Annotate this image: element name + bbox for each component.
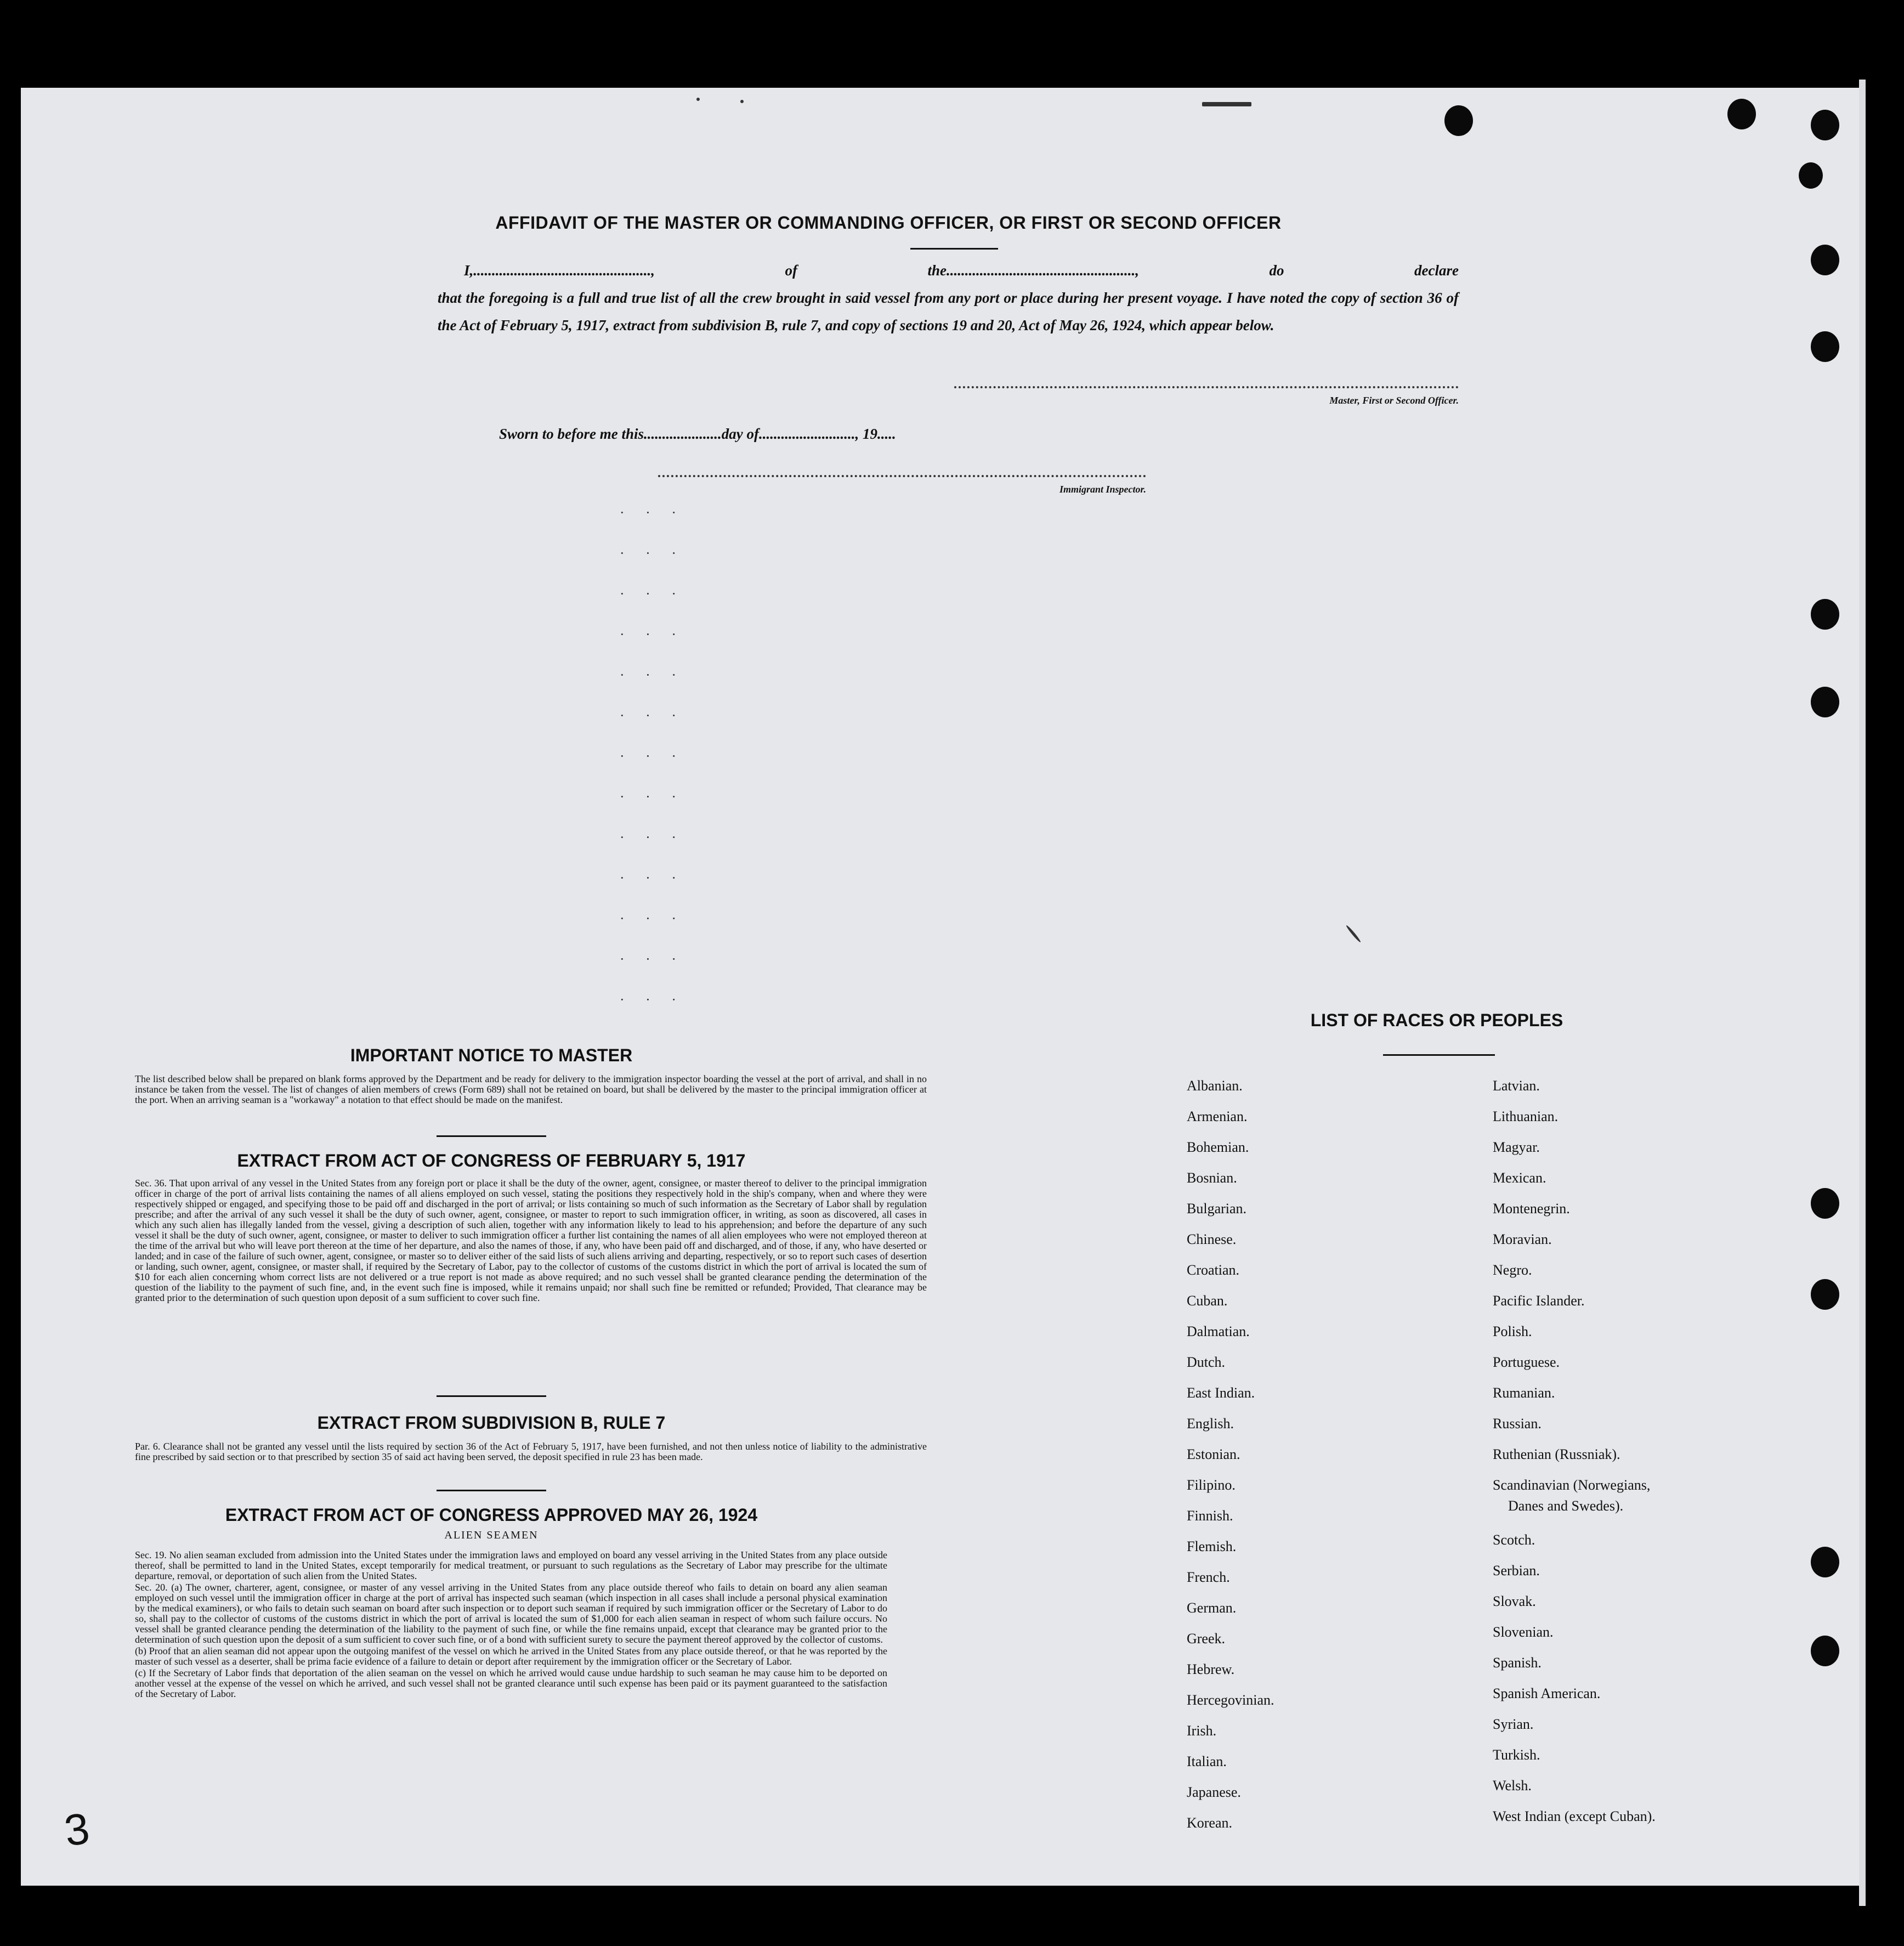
race-item: Japanese. [1187,1784,1241,1800]
race-item: Armenian. [1187,1108,1248,1124]
race-item: Bosnian. [1187,1170,1237,1186]
race-item: Rumanian. [1493,1385,1555,1401]
race-item: Syrian. [1493,1716,1534,1732]
act-1917-title: EXTRACT FROM ACT OF CONGRESS OF FEBRUARY 5, 1917 [237,1151,746,1170]
race-item: Portuguese. [1493,1354,1560,1370]
races-left-column [1187,1076,1274,1844]
act-1924-sections [95,1550,887,1699]
race-item: Flemish. [1187,1538,1237,1554]
speck [1202,102,1251,106]
race-item: Pacific Islander. [1493,1293,1585,1309]
race-item: English. [1187,1416,1234,1432]
signature-caption: Master, First or Second Officer. [1329,395,1459,406]
punch-hole [1811,599,1839,630]
rule7-title: EXTRACT FROM SUBDIVISION B, RULE 7 [317,1413,666,1433]
sec20c-text: (c) If the Secretary of Labor finds that deportation of the alien seaman on the vessel on which he arrived would cause undue hardship to such seaman he may cause him to be deported on another vessel at the expense of the vessel on which he arrived, and such vessel shall not be granted clearance until such expense has been paid or its payment guaranteed to the satisfaction of the Secretary of Labor. [135,1667,887,1699]
divider [1383,1054,1495,1056]
race-item: German. [1187,1600,1237,1616]
punch-hole [1811,110,1839,140]
race-item: Magyar. [1493,1139,1540,1155]
race-item: Latvian. [1493,1078,1540,1094]
affidavit-statement: that the foregoing is a full and true list of all the crew brought in said vessel from any port or place during her present voyage. I have noted the copy of section 36 of the Act of February 5, 1917, extract from subdivision B, rule 7, and copy of sections 19 and 20, Act of May 26, 1924, which appear below. [438,290,1459,333]
race-item: West Indian (except Cuban). [1493,1808,1656,1824]
race-item: Greek. [1187,1631,1226,1647]
punch-hole [1811,331,1839,362]
act-1924-title: EXTRACT FROM ACT OF CONGRESS APPROVED MAY 26, 1924 [225,1505,758,1525]
inspector-caption: Immigrant Inspector. [1059,484,1146,495]
punch-hole [1811,1188,1839,1219]
punch-hole [1811,687,1839,717]
race-item: Turkish. [1493,1747,1540,1763]
race-item: Irish. [1187,1723,1217,1739]
race-item: Lithuanian. [1493,1108,1559,1124]
handwritten-page-number: 3 [61,1803,93,1856]
punch-hole [1811,1636,1839,1666]
divider [437,1135,546,1137]
race-item: Negro. [1493,1262,1532,1278]
race-item: Russian. [1493,1416,1542,1432]
race-item: Estonian. [1187,1446,1240,1462]
rule7-text: Par. 6. Clearance shall not be granted any vessel until the lists required by section 36 of the Act of February 5, 1917, have been furnished, and not then unless notice of liability to the administrative fine prescribed by said section or to that prescribed by section 35 of said act having been served, the deposit specified in rule 23 has been made. [135,1441,927,1462]
inspector-signature-line [658,473,1146,477]
act-1924-subtitle: ALIEN SEAMEN [444,1529,539,1541]
race-item [1493,1475,1656,1530]
race-item: Hercegovinian. [1187,1692,1274,1708]
race-item-line: Scandinavian (Norwegians, [1493,1477,1651,1493]
faint-dots: · · · · · · · · · · · · · · · · · · · · · · · · · · · · · · · · · · · · · · · [620,505,685,1008]
race-item: Moravian. [1493,1231,1552,1247]
sec20b-text: (b) Proof that an alien seaman did not appear upon the outgoing manifest of the vessel on which he arrived in the United States from any place outside thereof, or that he was reported by the master of such vessel as a deserter, shall be prima facie evidence of a failure to detain or deport after requirement by the immigration officer or the Secretary of Labor. [135,1645,887,1667]
race-item: Spanish. [1493,1655,1542,1671]
races-right-column [1493,1076,1656,1837]
sec20a-text: Sec. 20. (a) The owner, charterer, agent, consignee, or master of any vessel arriving in the United States from any place outside thereof who fails to detain on board any alien seaman employed on such vessel until the immigration officer in charge at the port of arrival has inspected such seaman (which inspection in all cases shall include a personal physical examination by the medical examiners), or who fails to detain such seaman on board after such inspection or to deport such seaman if required by such immigration officer or the Secretary of Labor to do so, shall pay to the collector of customs of the customs district in which the port of arrival is located the sum of $1,000 for each alien seaman in respect of whom such failure occurs. No vessel shall be granted clearance pending the determination of the liability to the payment of such fine, or while the fine remains unpaid, except that clearance may be granted prior to the determination of such question upon the deposit of a sum sufficient to cover such fine, or of a bond with sufficient surety to secure the payment thereof approved by the collector of customs. [135,1582,887,1645]
race-item: Bulgarian. [1187,1201,1247,1217]
signature-line [954,384,1459,388]
races-title: LIST OF RACES OR PEOPLES [1310,1010,1563,1030]
race-item: French. [1187,1569,1230,1585]
act-1917-text: Sec. 36. That upon arrival of any vessel in the United States from any foreign port or place it shall be the duty of the owner, agent, consignee, or master thereof to deliver to the principal immigration officer in charge of the port of arrival lists containing the names of all aliens employed on such vessel, stating the positions they respectively hold in the ship's company, when and where they were respectively shipped or engaged, and specifying those to be paid off and discharged in the port of arrival; or lists containing so much of such information as the Secretary of Labor shall by regulation prescribe; and after the arrival of any such vessel it shall be the duty of such owner, agent, consignee, or master to report to such immigration officer, in writing, as soon as discovered, all cases in which any such alien has illegally landed from the vessel, giving a description of such alien, together with any information likely to lead to his apprehension; and before the departure of any such vessel it shall be the duty of such owner, agent, consignee, or master to deliver to such immigration officer a further list containing the names of all alien employees who were not employed thereon at the time of the arrival but who will leave port thereon at the time of her departure, and also the names of those, if any, who have been paid off and discharged, and of those, if any, who have deserted or landed; and in case of the failure of such owner, agent, consignee, or master so to deliver either of the said lists of such aliens arriving and departing, respectively, or so to report such cases of desertion or landing, such owner, agent, consignee, or master shall, if required by the Secretary of Labor, pay to the collector of customs of the customs district in which the port of arrival is located the sum of $10 for each alien concerning whom correct lists are not delivered or a true report is not made as above required; and no such vessel shall be granted clearance pending the determination of the question of the liability to the payment of such fine, and, in the event such fine is imposed, while it remains unpaid; nor shall such fine be remitted or refunded; Provided, That clearance may be granted prior to the determination of such question upon deposit of a sum sufficient to cover such fine. [135,1178,927,1303]
speck [740,100,744,103]
race-item: Finnish. [1187,1508,1233,1524]
race-item: Scotch. [1493,1532,1535,1548]
sworn-statement: Sworn to before me this.....................day of.........................., 19..... [499,426,896,442]
punch-hole [1811,245,1839,275]
race-item: Hebrew. [1187,1661,1235,1677]
race-item: Spanish American. [1493,1685,1601,1701]
notice-text: The list described below shall be prepared on blank forms approved by the Department and be ready for delivery to the immigration inspector boarding the vessel at the port of arrival, and shall in no instance be taken from the vessel. The list of changes of alien members of crews (Form 689) shall not be retained on board, but shall be delivered by the master to the principal immigration officer at the port. When an arriving seaman is a "workaway" a notation to that effect should be made on the manifest. [135,1073,927,1105]
race-item: Montenegrin. [1493,1201,1570,1217]
affidavit-declaration-line: I,................................................, of the..................................................., do declare [464,262,1459,279]
race-item: East Indian. [1187,1385,1255,1401]
punch-hole [1811,1279,1839,1310]
race-item: Korean. [1187,1815,1233,1831]
speck [696,98,700,101]
page-edge [1859,80,1866,1906]
race-item: Chinese. [1187,1231,1237,1247]
race-item: Cuban. [1187,1293,1228,1309]
race-item: Mexican. [1493,1170,1546,1186]
race-item: Slovenian. [1493,1624,1554,1640]
race-item-continuation: Danes and Swedes). [1508,1498,1624,1514]
race-item: Polish. [1493,1323,1532,1339]
race-item: Dalmatian. [1187,1323,1250,1339]
punch-hole [1811,1547,1839,1577]
race-item: Albanian. [1187,1078,1243,1094]
race-item: Welsh. [1493,1778,1532,1794]
affidavit-text [438,257,1459,339]
punch-hole [1444,105,1473,136]
notice-title: IMPORTANT NOTICE TO MASTER [350,1045,633,1065]
race-item: Filipino. [1187,1477,1236,1493]
race-item: Slovak. [1493,1593,1536,1609]
affidavit-title: AFFIDAVIT OF THE MASTER OR COMMANDING OFFICER, OR FIRST OR SECOND OFFICER [495,213,1282,233]
divider [437,1490,546,1491]
race-item: Serbian. [1493,1563,1540,1579]
race-item: Italian. [1187,1753,1227,1769]
race-item: Bohemian. [1187,1139,1249,1155]
race-item: Dutch. [1187,1354,1226,1370]
sec19-text: Sec. 19. No alien seaman excluded from admission into the United States under the immigration laws and employed on board any vessel arriving in the United States from any place outside thereof, shall be permitted to land in the United States, except temporarily for medical treatment, or pursuant to such regulations as the Secretary of Labor may prescribe for the ultimate departure, removal, or deportation of such alien from the United States. [135,1549,887,1581]
race-item: Ruthenian (Russniak). [1493,1446,1620,1462]
title-underline [910,248,998,250]
divider [437,1395,546,1397]
punch-hole [1799,162,1823,189]
punch-hole [1727,99,1756,129]
race-item: Croatian. [1187,1262,1240,1278]
